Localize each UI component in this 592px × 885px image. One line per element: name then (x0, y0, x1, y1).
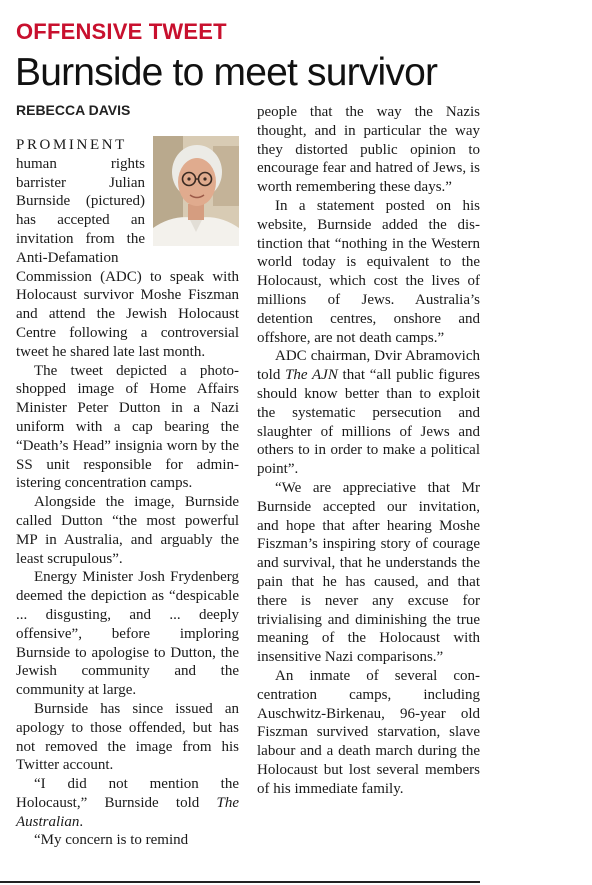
portrait-image (153, 136, 239, 246)
portrait-photo (153, 136, 239, 246)
publication-name: The Australian (16, 794, 239, 830)
publication-name: The AJN (285, 367, 338, 384)
paragraph: The tweet depicted a photoshopped image of Home Affairs Minister Peter Dutton in a Nazi uniform with a cap bearing the “Death’s Head” insignia worn by the SS unit responsible for administering concentration camps. (16, 362, 239, 492)
paragraph-text: that “all public figures should know better than to exploit the systematic persecution and slaughter of millions of Jews and others to in order to make a political point”. (257, 367, 480, 478)
paragraph (16, 775, 239, 831)
paragraph: In a statement posted on his website, Burnside added the distinction that “nothing in the Western world today is equivalent to the Holocaust, which cost the lives of millions of Jews. Australia’s detention centres, onshore and offshore, are not death camps.” (257, 197, 480, 346)
paragraph: “My concern is to remind (34, 832, 189, 849)
paragraph: Energy Minister Josh Frydenberg deemed the depiction as “despicable ... disgusting, and ... deeply offensive”, before imploring Burnside to apologise to Dutton, the Jewish community and the community at large. (16, 569, 239, 699)
paragraph: Burnside has since issued an apology to those offended, but has not removed the image from his Twitter account. (16, 700, 239, 774)
paragraph: people that the way the Nazis thought, and in particular the way they distorted public opinion to encourage fear and hatred of Jews, is worth remembering these days.” (257, 104, 480, 196)
bottom-rule (0, 881, 480, 883)
paragraph-text: ADC chairman, Dvir Abramovich told (257, 348, 480, 384)
paragraph-text: “I did not mention the Holocaust,” Burnside told (16, 776, 239, 811)
article-kicker: OFFENSIVE TWEET (16, 19, 227, 44)
paragraph: Alongside the image, Burnside called Dutton “the most powerful MP in Australia, and arguably the least scrupulous”. (16, 494, 239, 567)
paragraph: “We are appreciative that Mr Burnside accepted our invitation, and hope that after hearing Moshe Fiszman’s inspiring story of courage and survival, that he understands the pain that he has caused, and that there is never any excuse for trivialising and diminishing the true meaning of the Holocaust with insensitive Nazi comparisons.” (257, 479, 480, 666)
lead-word: PROMINENT (16, 137, 127, 153)
article-column-1 (16, 136, 239, 850)
paragraph: An inmate of several concentration camps, including Auschwitz-Birkenau, 96-year old Fiszman survived starvation, slave labour and a death march during the Holocaust but lost several members of his immediate family. (257, 667, 480, 797)
article-byline: REBECCA DAVIS (16, 102, 131, 118)
article-column-2 (257, 103, 480, 798)
paragraph (257, 347, 480, 479)
paragraph-text: human rights barrister Julian Burnside (pictured) has accepted an invitation from the Anti-Defamation Commission (ADC) to speak with Holocaust survivor Moshe Fiszman and attend the Jewish Holocaust Centre following a controversial tweet he shared late last month. (16, 155, 239, 360)
article-headline: Burnside to meet survivor (15, 51, 438, 94)
paragraph-text: . (79, 813, 84, 830)
